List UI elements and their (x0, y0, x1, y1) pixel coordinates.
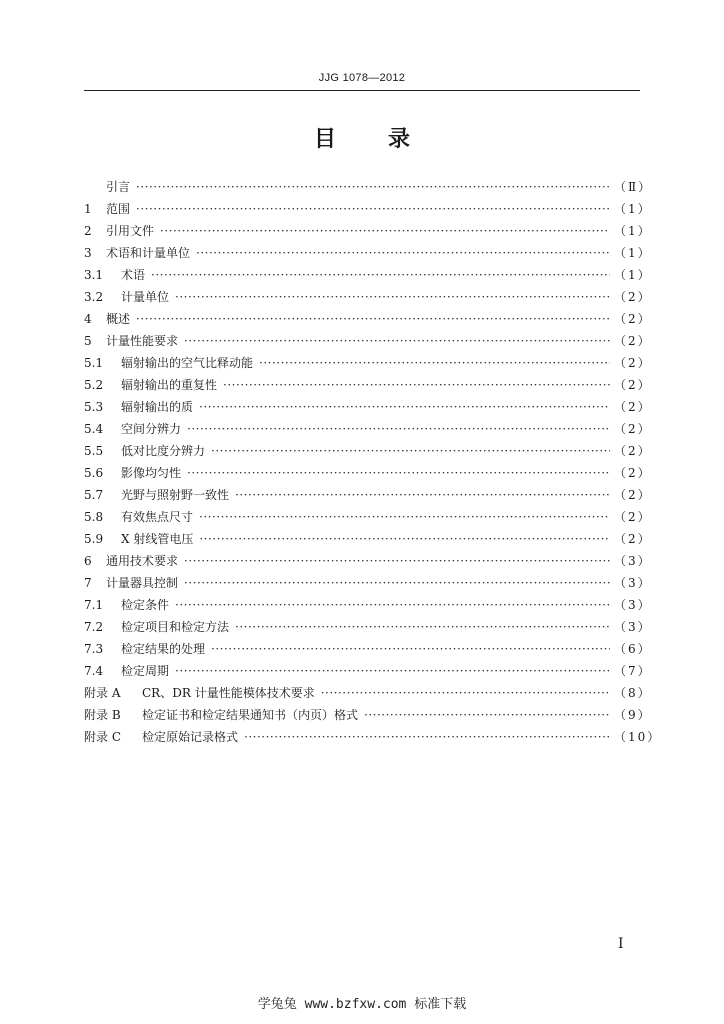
toc-entry-page: （2） (614, 444, 652, 458)
toc-entry[interactable] (84, 198, 652, 220)
footer-watermark: 学兔兔 www.bzfxw.com 标准下载 (257, 997, 467, 1012)
toc-dot-leader (364, 704, 610, 726)
toc-dot-leader (160, 220, 610, 242)
toc-dot-leader (244, 726, 610, 748)
toc-entry-label: 引用文件 (106, 224, 155, 238)
toc-entry-label: X 射线管电压 (121, 532, 194, 546)
toc-entry[interactable] (84, 418, 652, 440)
toc-entry-label: 检定原始记录格式 (142, 730, 239, 744)
toc-entry-label: 检定证书和检定结果通知书（内页）格式 (142, 708, 359, 722)
toc-entry[interactable] (84, 616, 652, 638)
toc-entry-page: （2） (614, 488, 652, 502)
toc-entry-label: 有效焦点尺寸 (121, 510, 194, 524)
toc-entry-label: 引言 (106, 180, 131, 194)
toc-entry-label: 辐射输出的空气比释动能 (121, 356, 254, 370)
toc-entry-page: （1） (614, 246, 652, 260)
toc-dot-leader (136, 308, 610, 330)
toc-entry-page: （3） (614, 554, 652, 568)
toc-entry-page: （8） (614, 686, 652, 700)
toc-entry-label: 辐射输出的质 (121, 400, 194, 414)
toc-entry-label: 空间分辨力 (121, 422, 182, 436)
toc-entry-label: 通用技术要求 (106, 554, 179, 568)
toc-entry[interactable] (84, 462, 652, 484)
toc-entry-page: （3） (614, 576, 652, 590)
toc-entry-number: 7.2 (84, 620, 104, 634)
toc-entry[interactable] (84, 220, 652, 242)
toc-dot-leader (321, 682, 610, 704)
toc-entry-number: 5.6 (84, 466, 104, 480)
toc-dot-leader (196, 242, 610, 264)
toc-dot-leader (175, 286, 610, 308)
toc-entry-label: 概述 (106, 312, 131, 326)
toc-entry-label: CR、DR 计量性能模体技术要求 (142, 686, 315, 700)
toc-dot-leader (187, 462, 610, 484)
toc-entry-number: 3.2 (84, 290, 104, 304)
toc-dot-leader (151, 264, 610, 286)
toc-entry[interactable] (84, 242, 652, 264)
toc-dot-leader (235, 484, 610, 506)
title-char-2: 录 (388, 127, 411, 152)
toc-entry-page: （1） (614, 268, 652, 282)
toc-dot-leader (199, 396, 610, 418)
toc-entry-label: 检定周期 (121, 664, 170, 678)
toc-entry[interactable] (84, 506, 652, 528)
title-char-1: 目 (313, 127, 336, 152)
toc-entry-number: 7.3 (84, 642, 104, 656)
toc-dot-leader (223, 374, 610, 396)
toc-entry-label: 计量单位 (121, 290, 170, 304)
toc-dot-leader (211, 440, 610, 462)
toc-dot-leader (199, 528, 610, 550)
toc-entry-label: 术语和计量单位 (106, 246, 191, 260)
toc-entry[interactable] (84, 286, 652, 308)
toc-entry-number: 1 (84, 202, 92, 216)
toc-dot-leader (175, 594, 610, 616)
toc-entry-number: 7.4 (84, 664, 104, 678)
toc-dot-leader (211, 638, 610, 660)
toc-entry[interactable] (84, 264, 652, 286)
toc-entry[interactable] (84, 660, 652, 682)
toc-entry[interactable] (84, 572, 652, 594)
toc-dot-leader (184, 330, 610, 352)
toc-entry-number: 附录 A (84, 686, 121, 700)
toc-entry-number: 3 (84, 246, 92, 260)
toc-entry-number: 附录 B (84, 708, 121, 722)
toc-entry[interactable] (84, 374, 652, 396)
toc-entry-page: （2） (614, 334, 652, 348)
toc-entry-label: 术语 (121, 268, 146, 282)
toc-entry-number: 4 (84, 312, 92, 326)
toc-entry-number: 6 (84, 554, 92, 568)
toc-entry-label: 范围 (106, 202, 131, 216)
toc-entry-label: 检定条件 (121, 598, 170, 612)
toc-entry-number: 5.1 (84, 356, 104, 370)
toc-entry-page: （1） (614, 224, 652, 238)
toc-entry-page: （2） (614, 422, 652, 436)
toc-entry-number: 5.8 (84, 510, 104, 524)
toc-entry-label: 检定结果的处理 (121, 642, 206, 656)
toc-entry-page: （3） (614, 598, 652, 612)
toc-entry-page: （1） (614, 202, 652, 216)
toc-entry[interactable] (84, 682, 652, 704)
toc-entry-number: 7.1 (84, 598, 104, 612)
toc-entry[interactable] (84, 352, 652, 374)
toc-entry[interactable] (84, 396, 652, 418)
toc-entry-page: （2） (614, 356, 652, 370)
toc-entry-page: （Ⅱ） (614, 180, 653, 194)
toc-entry-page: （2） (614, 400, 652, 414)
toc-entry-number: 5.9 (84, 532, 104, 546)
toc-entry-label: 计量器具控制 (106, 576, 179, 590)
toc-entry-label: 检定项目和检定方法 (121, 620, 230, 634)
toc-entry[interactable] (84, 176, 653, 198)
toc-entry[interactable] (84, 330, 652, 352)
toc-entry-page: （10） (614, 730, 662, 744)
toc-dot-leader (187, 418, 610, 440)
toc-entry[interactable] (84, 484, 652, 506)
table-of-contents (84, 176, 662, 748)
toc-entry-number: 7 (84, 576, 92, 590)
toc-dot-leader (136, 176, 610, 198)
toc-entry[interactable] (84, 726, 662, 748)
toc-entry-number: 3.1 (84, 268, 104, 282)
toc-dot-leader (184, 550, 610, 572)
toc-entry-label: 光野与照射野一致性 (121, 488, 230, 502)
toc-dot-leader (199, 506, 610, 528)
toc-entry-page: （2） (614, 466, 652, 480)
toc-entry-number: 5.7 (84, 488, 104, 502)
toc-entry-page: （6） (614, 642, 652, 656)
toc-entry-number: 附录 C (84, 730, 121, 744)
toc-dot-leader (136, 198, 610, 220)
toc-entry[interactable] (84, 440, 652, 462)
toc-entry-page: （7） (614, 664, 652, 678)
toc-entry-page: （9） (614, 708, 652, 722)
header-standard-code: JJG 1078—2012 (318, 72, 406, 84)
toc-dot-leader (259, 352, 610, 374)
toc-entry-number: 2 (84, 224, 92, 238)
toc-entry-page: （2） (614, 510, 652, 524)
toc-entry-label: 辐射输出的重复性 (121, 378, 218, 392)
toc-entry-page: （2） (614, 532, 652, 546)
toc-entry[interactable] (84, 638, 652, 660)
toc-entry-number: 5.5 (84, 444, 104, 458)
toc-entry-page: （2） (614, 378, 652, 392)
toc-entry[interactable] (84, 528, 652, 550)
toc-entry[interactable] (84, 550, 652, 572)
toc-entry-number: 5.3 (84, 400, 104, 414)
toc-dot-leader (184, 572, 610, 594)
toc-entry[interactable] (84, 594, 652, 616)
toc-entry-label: 低对比度分辨力 (121, 444, 206, 458)
toc-entry[interactable] (84, 704, 652, 726)
toc-entry-page: （2） (614, 312, 652, 326)
toc-entry-label: 计量性能要求 (106, 334, 179, 348)
page-title (0, 122, 724, 153)
page-number: Ⅰ (618, 936, 624, 952)
toc-entry-number: 5 (84, 334, 92, 348)
toc-dot-leader (235, 616, 610, 638)
toc-dot-leader (175, 660, 610, 682)
toc-entry-number: 5.4 (84, 422, 104, 436)
toc-entry-label: 影像均匀性 (121, 466, 182, 480)
toc-entry-page: （3） (614, 620, 652, 634)
toc-entry[interactable] (84, 308, 652, 330)
toc-entry-number: 5.2 (84, 378, 104, 392)
header-rule (84, 90, 640, 91)
toc-entry-page: （2） (614, 290, 652, 304)
